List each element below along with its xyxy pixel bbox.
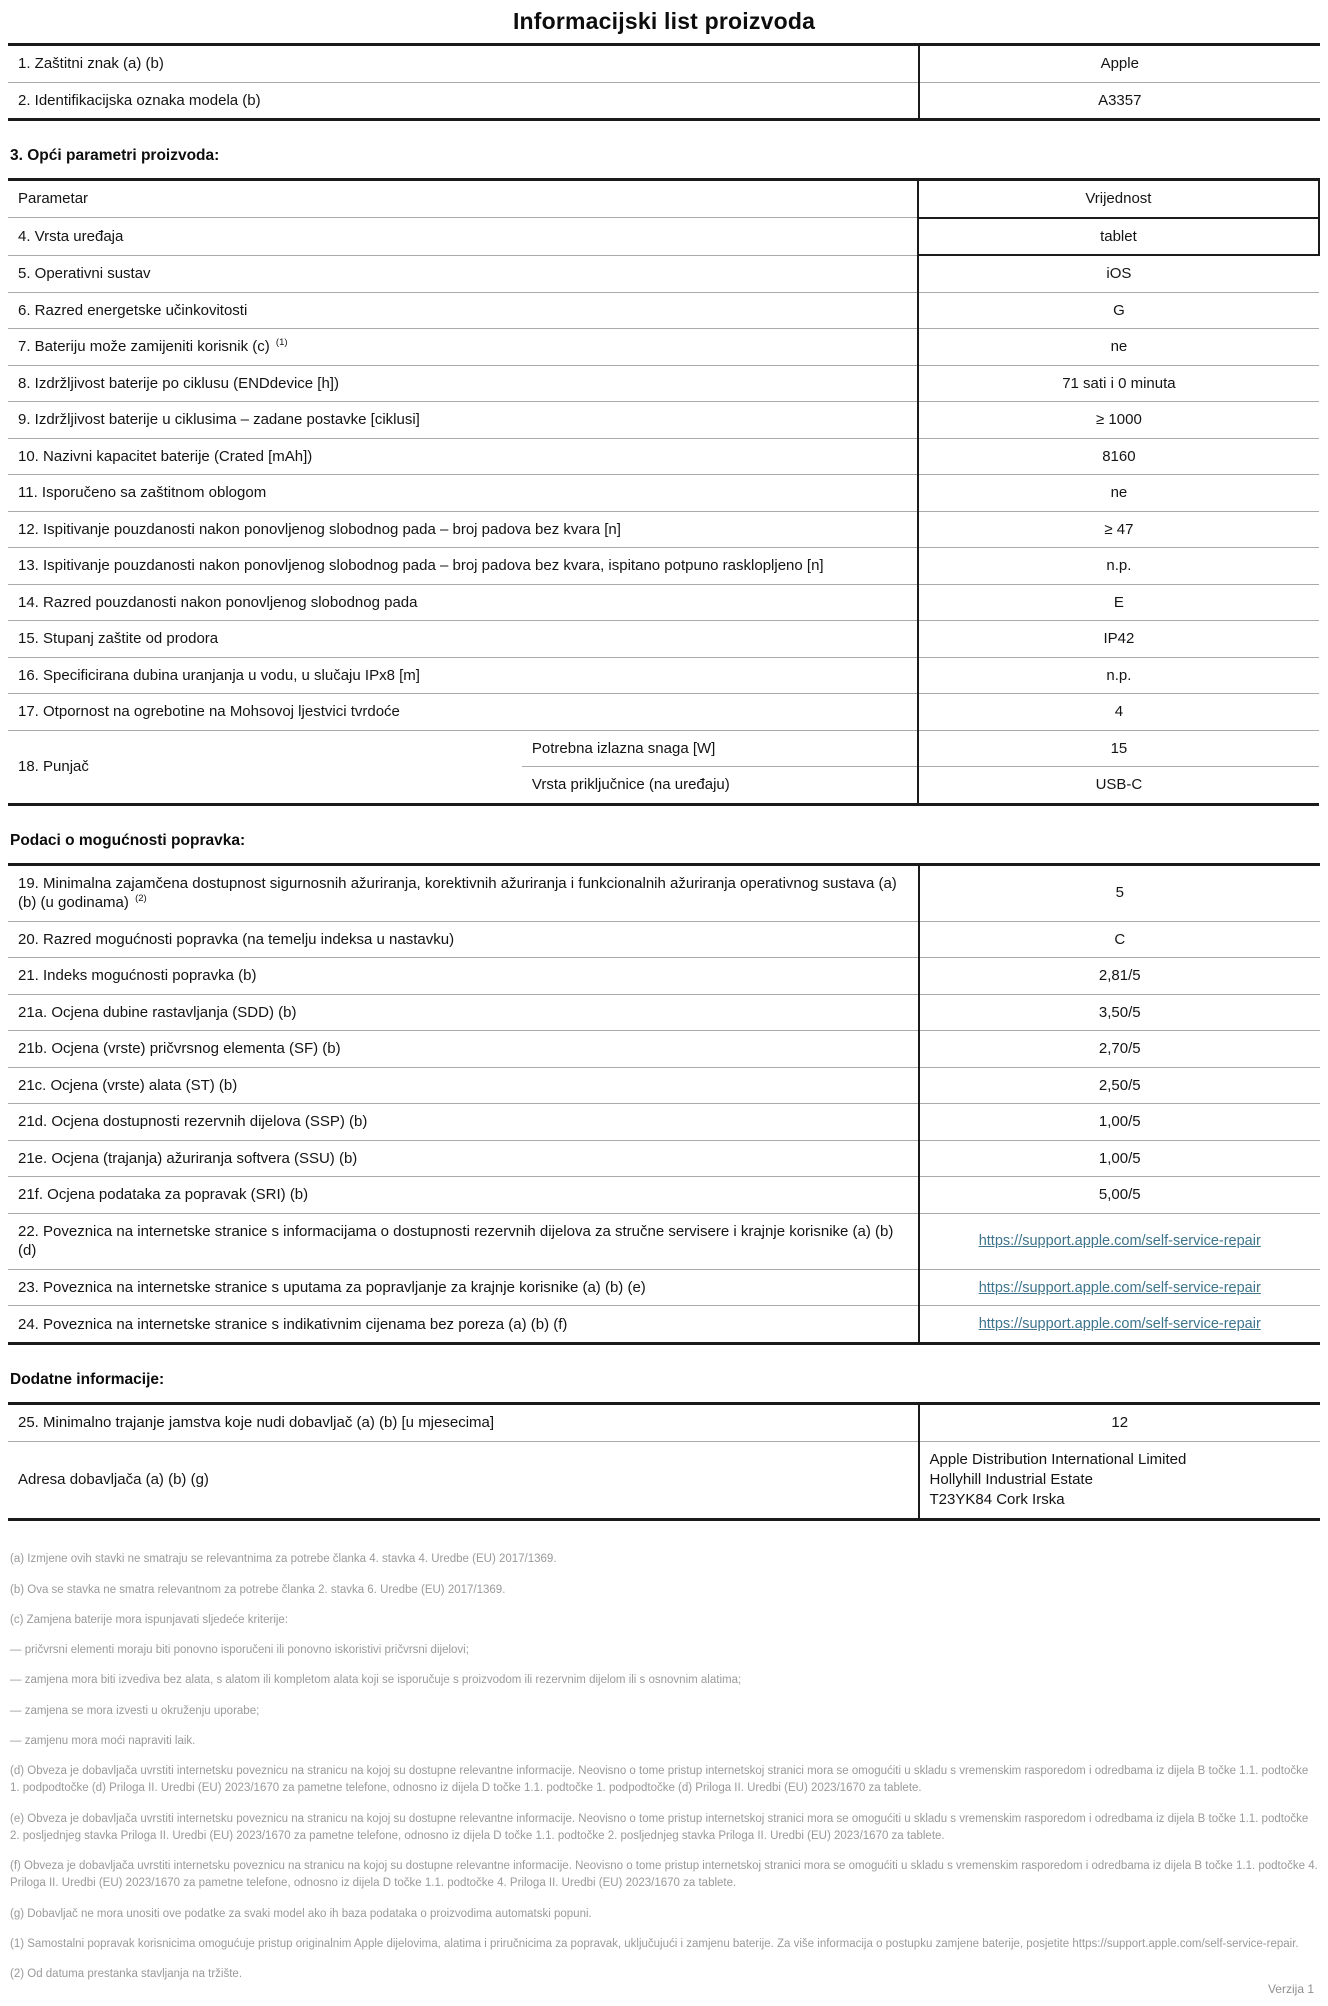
footnote-bullet: — pričvrsni elementi moraju biti ponovno isporučeni ili ponovno iskoristivi pričvrsni dijelovi; — [10, 1644, 469, 1657]
row-label: 23. Poveznica na internetske stranice s uputama za popravljanje za krajnje korisnike (a) (b) (e) — [8, 1269, 919, 1306]
table-header-row — [8, 180, 1319, 218]
row-label: 9. Izdržljivost baterije u ciklusima – zadane postavke [ciklusi] — [8, 402, 918, 439]
table-row — [8, 1104, 1320, 1141]
table-row — [8, 958, 1320, 995]
footnote: (c) Zamjena baterije mora ispunjavati sljedeće kriterije: — [10, 1613, 289, 1626]
row-label: 21f. Ocjena podataka za popravak (SRI) (b) — [8, 1177, 919, 1214]
row-label: 4. Vrsta uređaja — [8, 218, 918, 256]
address-line: Apple Distribution International Limited — [929, 1450, 1187, 1468]
row-value — [919, 1306, 1320, 1344]
row-value: E — [918, 584, 1319, 621]
section-heading-general: 3. Opći parametri proizvoda: — [10, 147, 220, 164]
row-value: tablet — [918, 218, 1319, 256]
row-label: 21e. Ocjena (trajanja) ažuriranja softvera (SSU) (b) — [8, 1140, 919, 1177]
section-heading-additional: Dodatne informacije: — [10, 1371, 165, 1389]
row-label: 12. Ispitivanje pouzdanosti nakon ponovljenog slobodnog pada – broj padova bez kvara [n] — [8, 511, 918, 548]
table-row-link — [8, 1213, 1320, 1269]
footnote-bullet: — zamjenu mora moći napraviti laik. — [10, 1734, 196, 1747]
table-row — [8, 45, 1320, 83]
row-value: n.p. — [918, 657, 1319, 694]
row-value: iOS — [918, 255, 1319, 292]
page-title: Informacijski list proizvoda — [512, 8, 816, 34]
table-row-address — [8, 1441, 1320, 1520]
row-value: 8160 — [918, 438, 1319, 475]
row-value: ≥ 47 — [918, 511, 1319, 548]
table-row — [8, 329, 1319, 366]
row-label: 5. Operativni sustav — [8, 255, 918, 292]
row-value: 3,50/5 — [919, 994, 1320, 1031]
support-link[interactable]: https://support.apple.com/self-service-repair — [978, 1316, 1261, 1333]
row-value: n.p. — [918, 548, 1319, 585]
table-row-charger — [8, 730, 1319, 767]
identification-table — [8, 43, 1320, 121]
row-label: 17. Otpornost na ogrebotine na Mohsovoj ljestvici tvrdoće — [8, 694, 918, 731]
row-label: 21a. Ocjena dubine rastavljanja (SDD) (b) — [8, 994, 919, 1031]
footnote: (d) Obveza je dobavljača uvrstiti internetsku poveznicu na stranicu na kojoj su dostupne relevantne informacije. Neovisno o tome pristup internetskoj stranici mora se omogućiti u skladu s vremenskim rasporedom i odredbama iz dijela B točke 1.1. podtočke 1. podpodtočke (d) Priloga II. Uredbi (EU) 2023/1670 za pametne telefone, odnosno iz dijela D točke 1.1. podtočke 1. podpodtočke (d) Priloga II. Uredbi (EU) 2023/1670 za tablete. — [10, 1765, 1309, 1795]
row-value: 12 — [919, 1404, 1320, 1442]
footnote-ref: (2) — [135, 893, 147, 904]
row-value: 2,81/5 — [919, 958, 1320, 995]
footnote: (a) Izmjene ovih stavki ne smatraju se relevantnima za potrebe članka 4. stavka 4. Uredbe (EU) 2017/1369. — [10, 1553, 557, 1566]
row-label: 22. Poveznica na internetske stranice s informacijama o dostupnosti rezervnih dijelova za stručne servisere i krajnje korisnike (a) (b) (d) — [8, 1213, 919, 1269]
repairability-table — [8, 863, 1320, 1346]
row-value — [919, 1213, 1320, 1269]
table-row — [8, 438, 1319, 475]
support-link[interactable]: https://support.apple.com/self-service-repair — [978, 1279, 1261, 1296]
table-row — [8, 218, 1319, 256]
row-value: ne — [918, 329, 1319, 366]
footnote: (g) Dobavljač ne mora unositi ove podatke za svaki model ako ih baza podataka o proizvodima automatski popuni. — [10, 1907, 592, 1920]
row-label: 21c. Ocjena (vrste) alata (ST) (b) — [8, 1067, 919, 1104]
table-row — [8, 921, 1320, 958]
row-value — [919, 1269, 1320, 1306]
table-row — [8, 994, 1320, 1031]
row-value: ≥ 1000 — [918, 402, 1319, 439]
row-label: 1. Zaštitni znak (a) (b) — [18, 55, 164, 72]
table-row — [8, 1140, 1320, 1177]
row-label: 8. Izdržljivost baterije po ciklusu (ENDdevice [h]) — [8, 365, 918, 402]
row-label: 21d. Ocjena dostupnosti rezervnih dijelova (SSP) (b) — [8, 1104, 919, 1141]
footnote-bullet: — zamjena se mora izvesti u okruženju uporabe; — [10, 1704, 260, 1717]
table-row — [8, 365, 1319, 402]
table-row — [8, 694, 1319, 731]
table-row — [8, 584, 1319, 621]
footnote-ref: (1) — [275, 337, 288, 348]
table-row — [8, 621, 1319, 658]
table-row — [8, 292, 1319, 329]
footnote-bullet: — zamjena mora biti izvediva bez alata, s alatom ili kompletom alata koji se isporučuje s proizvodom ili rezervnim dijelom ili s osnovnim alatima; — [10, 1674, 742, 1687]
row-value: 5,00/5 — [919, 1177, 1320, 1214]
table-row — [8, 1031, 1320, 1068]
footnote: (b) Ova se stavka ne smatra relevantnom za potrebe članka 2. stavka 6. Uredbe (EU) 2017/1369. — [10, 1583, 506, 1596]
row-label: 7. Bateriju može zamijeniti korisnik (c) $^{(1)}$ — [8, 329, 918, 366]
general-parameters-table — [8, 178, 1320, 806]
table-row-link — [8, 1306, 1320, 1344]
row-label: 11. Isporučeno sa zaštitnom oblogom — [8, 475, 918, 512]
table-row — [8, 864, 1320, 921]
row-label: 18. Punjač — [8, 730, 522, 804]
row-value: ne — [918, 475, 1319, 512]
row-value: A3357 — [919, 82, 1320, 120]
table-row — [8, 1404, 1320, 1442]
row-label: 14. Razred pouzdanosti nakon ponovljenog slobodnog pada — [8, 584, 918, 621]
footnote: (f) Obveza je dobavljača uvrstiti internetsku poveznicu na stranicu na kojoj su dostupne relevantne informacije. Neovisno o tome pristup internetskoj stranici mora se omogućiti u skladu s vremenskim rasporedom i odredbama iz dijela B točke 1.1. podtočke 4. Priloga II. Uredbi (EU) 2023/1670 za pametne telefone, odnosno iz dijela D točke 1.1. podtočke 4. Priloga II. Uredbi (EU) 2023/1670 za tablete. — [10, 1860, 1318, 1890]
sub-parameter-label: Potrebna izlazna snaga [W] — [522, 730, 918, 767]
version-label: Verzija 1 — [1267, 1982, 1314, 1997]
row-value: 1,00/5 — [919, 1140, 1320, 1177]
footnote: (1) Samostalni popravak korisnicima omogućuje pristup originalnim Apple dijelovima, alatima i priručnicima za popravak, uključujući i zamjenu baterije. Za više informacija o postupku zamjene baterije, posjetite https://support.apple.com/self-service-repair. — [10, 1937, 1299, 1950]
table-row — [8, 82, 1320, 120]
table-row — [8, 1177, 1320, 1214]
row-label: 25. Minimalno trajanje jamstva koje nudi dobavljač (a) (b) [u mjesecima] — [18, 1414, 495, 1432]
supplier-address — [919, 1441, 1320, 1520]
table-row — [8, 1067, 1320, 1104]
support-link[interactable]: https://support.apple.com/self-service-repair — [978, 1233, 1261, 1250]
footnotes — [10, 1551, 1318, 1983]
footnote: (2) Od datuma prestanka stavljanja na tržište. — [10, 1968, 243, 1981]
sub-parameter-label: Vrsta priključnice (na uređaju) — [522, 767, 918, 805]
row-label: 20. Razred mogućnosti popravka (na temelju indeksa u nastavku) — [8, 921, 919, 958]
row-label: 21b. Ocjena (vrste) pričvrsnog elementa (SF) (b) — [8, 1031, 919, 1068]
row-label: 6. Razred energetske učinkovitosti — [8, 292, 918, 329]
row-value: Apple — [919, 45, 1320, 83]
row-value: 2,50/5 — [919, 1067, 1320, 1104]
row-value: 1,00/5 — [919, 1104, 1320, 1141]
table-row — [8, 402, 1319, 439]
additional-info-table — [8, 1402, 1320, 1521]
row-label: 15. Stupanj zaštite od prodora — [8, 621, 918, 658]
row-value: C — [919, 921, 1320, 958]
row-value: 71 sati i 0 minuta — [918, 365, 1319, 402]
address-line: T23YK84 Cork Irska — [929, 1491, 1065, 1509]
row-label: 19. Minimalna zajamčena dostupnost sigurnosnih ažuriranja, korektivnih ažuriranja i funkcionalnih ažuriranja operativnog sustava (a) (b) (u godinama) $^{(2)}$ — [18, 874, 897, 911]
row-value: IP42 — [918, 621, 1319, 658]
table-row — [8, 255, 1319, 292]
row-label: 16. Specificirana dubina uranjanja u vodu, u slučaju IPx8 [m] — [8, 657, 918, 694]
footnote: (e) Obveza je dobavljača uvrstiti internetsku poveznicu na stranicu na kojoj su dostupne relevantne informacije. Neovisno o tome pristup internetskoj stranici mora se omogućiti u skladu s vremenskim rasporedom i odredbama iz dijela B točke 1.1. podtočke 2. posljednjeg stavka Priloga II. Uredbi (EU) 2023/1670 za pametne telefone, odnosno iz dijela D točke 1.1. podtočke 2. posljednjeg stavka Priloga II. Uredbi (EU) 2023/1670 za tablete. — [10, 1812, 1309, 1842]
row-value: 15 — [918, 730, 1319, 767]
row-label: 24. Poveznica na internetske stranice s indikativnim cijenama bez poreza (a) (b) (f) — [8, 1306, 919, 1344]
row-label: 2. Identifikacijska oznaka modela (b) — [8, 82, 919, 120]
row-value: 5 — [919, 864, 1320, 921]
table-row — [8, 548, 1319, 585]
row-value: 2,70/5 — [919, 1031, 1320, 1068]
row-value: 4 — [918, 694, 1319, 731]
address-line: Hollyhill Industrial Estate — [929, 1470, 1093, 1488]
table-row-link — [8, 1269, 1320, 1306]
table-row — [8, 511, 1319, 548]
table-row — [8, 475, 1319, 512]
column-header-vrijednost: Vrijednost — [918, 180, 1319, 218]
section-heading-repair: Podaci o mogućnosti popravka: — [10, 831, 246, 849]
row-label: 10. Nazivni kapacitet baterije (Crated [mAh]) — [8, 438, 918, 475]
column-header-parametar: Parametar — [18, 190, 89, 208]
row-value: G — [918, 292, 1319, 329]
table-row — [8, 657, 1319, 694]
row-label: 21. Indeks mogućnosti popravka (b) — [8, 958, 919, 995]
row-value: USB-C — [918, 767, 1319, 805]
row-label: 13. Ispitivanje pouzdanosti nakon ponovljenog slobodnog pada – broj padova bez kvara, ispitano potpuno rasklopljeno [n] — [8, 548, 918, 585]
row-label: Adresa dobavljača (a) (b) (g) — [8, 1441, 919, 1520]
